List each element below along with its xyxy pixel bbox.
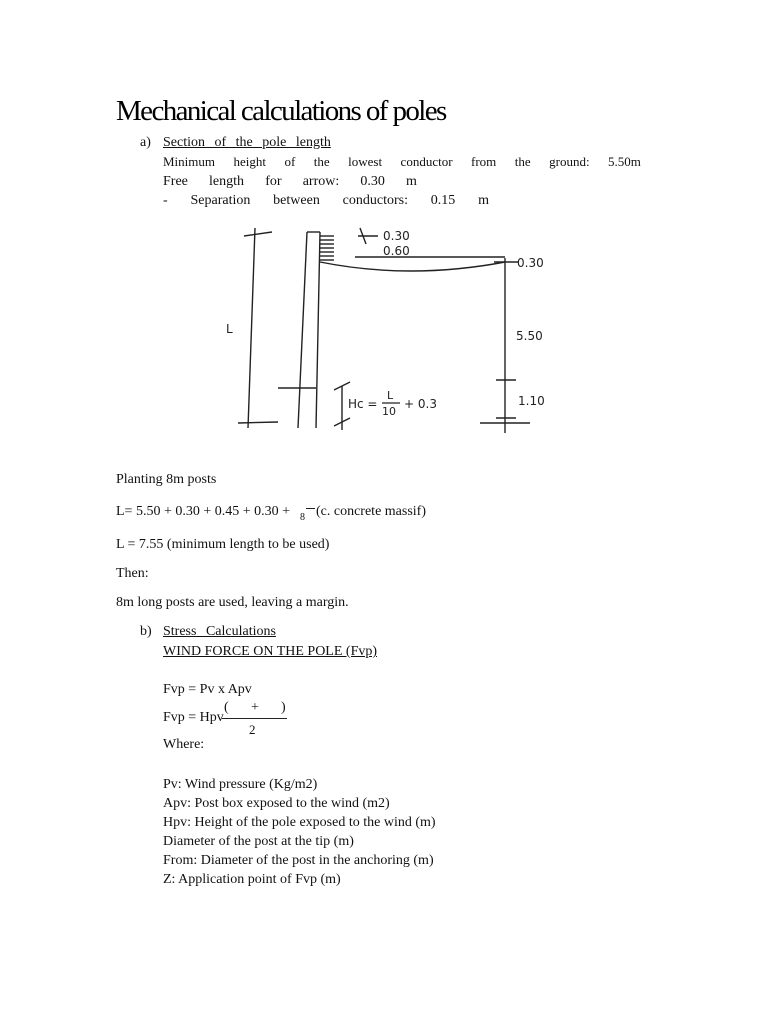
word: Minimum [163,154,216,169]
equation-fvp-2-denominator: 2 [249,722,256,737]
label-L: L [226,322,233,336]
section-a-line-free-length [163,174,417,190]
definition-item: Pv: Wind pressure (Kg/m2) [163,777,318,792]
word: 0.30 [360,174,385,189]
equation-fvp-2-plus: + [251,700,259,715]
formula-L-left: L= 5.50 + 0.30 + 0.45 + 0.30 + [116,504,291,519]
hc-denominator: 10 [382,405,396,418]
word: 0.15 [430,193,456,208]
dim-L-line [248,228,255,428]
word: from [471,154,497,169]
word: the [514,154,531,169]
word: of [284,154,296,169]
word: for [265,174,282,189]
dim-L-tick-top [244,232,272,236]
section-b-subheading: WIND FORCE ON THE POLE (Fvp) [163,644,378,659]
hc-prefix: Hc = [348,397,378,411]
formula-L-denominator: 8 [300,512,305,523]
word: 5.50m [608,154,641,169]
section-b-heading: Stress Calculations [163,624,276,639]
section-a-marker: a) [140,135,151,150]
definition-item: Z: Application point of Fvp (m) [163,872,341,887]
section-a-line-min-height [163,154,641,170]
definition-item: From: Diameter of the post in the anchoring (m) [163,853,434,868]
word: between [273,193,320,208]
label-dim-030-top: 0.30 [383,229,410,243]
section-b-marker: b) [140,624,152,639]
word: m [406,174,417,189]
conductor-line [320,262,505,271]
section-a-line-separation [163,193,489,209]
equation-fvp-2-fraction-bar [222,718,287,719]
label-dim-550: 5.50 [516,329,543,343]
equation-fvp-2-left: Fvp = Hpv [163,710,224,725]
word: the [313,154,330,169]
hc-numerator: L [387,389,394,402]
word: conductors: [342,193,408,208]
word: lowest [348,154,383,169]
label-dim-060: 0.60 [383,244,410,258]
then-text: Then: [116,566,149,581]
label-dim-030-right: 0.30 [517,256,544,270]
definition-item: Apv: Post box exposed to the wind (m2) [163,796,390,811]
word: length [209,174,245,189]
formula-L-result: L = 7.55 (minimum length to be used) [116,537,330,552]
formula-L-fraction-bar [306,508,315,509]
word: conductor [400,154,453,169]
pole-left-edge [298,232,307,428]
dim-L-tick-bottom [238,422,278,423]
page-title: Mechanical calculations of poles [116,95,446,127]
definition-item: Diameter of the post at the tip (m) [163,834,354,849]
equation-fvp-2-paren-close: ) [281,700,286,715]
word: ground: [549,154,590,169]
word: - [163,193,168,208]
where-text: Where: [163,737,205,752]
posts-used-text: 8m long posts are used, leaving a margin. [116,595,349,610]
pole-right-edge [316,232,320,428]
definition-item: Hpv: Height of the pole exposed to the wind (m) [163,815,436,830]
definitions-list [163,775,436,889]
pole-diagram [210,218,570,463]
equation-fvp-2-paren-open: ( [224,700,229,715]
word: m [478,193,489,208]
word: arrow: [302,174,340,189]
formula-L-right: (c. concrete massif) [316,504,426,519]
label-dim-110: 1.10 [518,394,545,408]
hc-suffix: + 0.3 [404,397,437,411]
word: Separation [190,193,251,208]
word: height [233,154,266,169]
equation-fvp-1: Fvp = Pv x Apv [163,682,252,697]
planting-text: Planting 8m posts [116,472,217,487]
word: Free [163,174,188,189]
section-a-heading: Section of the pole length [163,135,331,150]
